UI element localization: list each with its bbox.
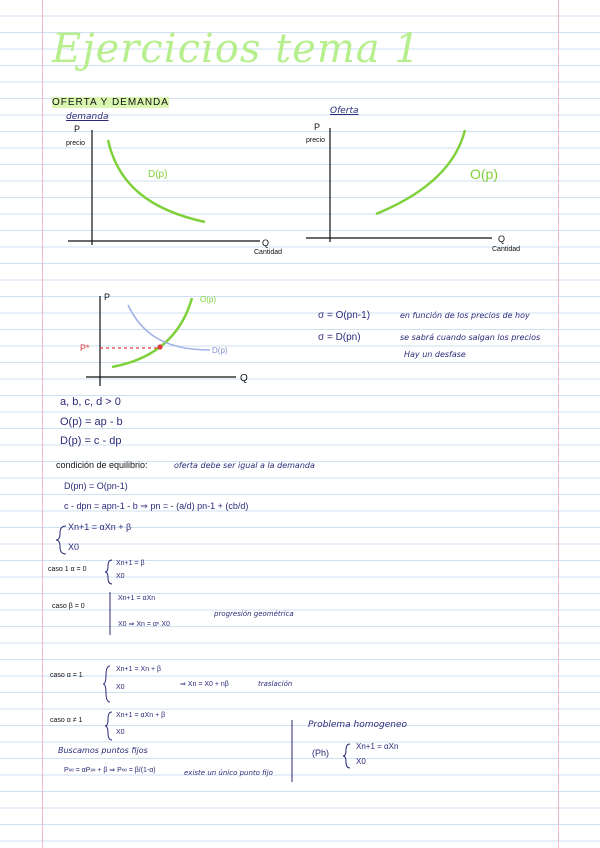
params-positive: a, b, c, d > 0 bbox=[60, 396, 121, 408]
eq-supply-label: O(p) bbox=[200, 295, 216, 304]
section-heading: OFERTA Y DEMANDA bbox=[52, 97, 169, 108]
condicion-text: oferta debe ser igual a la demanda bbox=[174, 461, 315, 470]
caso1-line-1: Xn+1 = β bbox=[116, 560, 145, 567]
casoane1-brace bbox=[105, 712, 112, 740]
page-title: Ejercicios tema 1 bbox=[52, 26, 421, 72]
demand-graph bbox=[68, 130, 260, 245]
supply-y-axis-label: P bbox=[314, 122, 321, 132]
demand-graph-label: demanda bbox=[66, 112, 109, 122]
demand-curve bbox=[108, 140, 205, 222]
supply-curve-label: O(p) bbox=[470, 166, 498, 182]
caso1-brace bbox=[105, 560, 112, 584]
casob-label: caso β = 0 bbox=[52, 603, 85, 610]
params-demand-fn: D(p) = c - dp bbox=[60, 435, 122, 447]
casoane1-line-2: X0 bbox=[116, 729, 125, 736]
note-precios-hoy: en función de los precios de hoy bbox=[400, 311, 530, 320]
eq-demand-curve bbox=[128, 305, 210, 350]
casoa1-brace bbox=[103, 666, 110, 702]
demand-x-axis-label: Q bbox=[262, 238, 270, 248]
note-desfase: Hay un desfase bbox=[404, 350, 466, 359]
casob-note: progresión geométrica bbox=[214, 610, 294, 618]
params-supply-fn: O(p) = ap - b bbox=[60, 416, 123, 428]
note-salgan-precios: se sabrá cuando salgan los precios bbox=[400, 333, 541, 342]
homogeneo-ph: (Ph) bbox=[312, 748, 330, 758]
caso1-line-2: X0 bbox=[116, 573, 125, 580]
eq-point bbox=[157, 344, 162, 349]
casoa1-line-1: Xn+1 = Xn + β bbox=[116, 666, 162, 673]
eq-line-2: c - dpn = apn-1 - b ⇒ pn = - (a/d) pn-1 + (cb/d) bbox=[64, 501, 249, 511]
supply-graph bbox=[306, 128, 492, 242]
eq-line-1: D(pn) = O(pn-1) bbox=[64, 481, 128, 491]
casob-line-2: X0 ⇒ Xn = αⁿ X0 bbox=[118, 621, 170, 628]
casoa1-result: ⇒ Xn = X0 + nβ bbox=[180, 681, 229, 688]
demand-y-sub-label: precio bbox=[66, 140, 86, 147]
homogeneo-brace bbox=[343, 744, 350, 768]
system-line-2: X0 bbox=[68, 542, 80, 552]
supply-curve bbox=[376, 130, 465, 214]
casoane1-line-1: Xn+1 = αXn + β bbox=[116, 712, 166, 719]
supply-x-axis-label: Q bbox=[498, 234, 506, 244]
caso1-label: caso 1 α = 0 bbox=[48, 566, 87, 573]
eq-supply-curve bbox=[112, 298, 192, 367]
fijos-note: existe un único punto fijo bbox=[184, 769, 273, 777]
eq-price-label: P* bbox=[80, 343, 90, 353]
supply-y-sub-label: precio bbox=[306, 137, 326, 144]
equilibrium-graph bbox=[86, 296, 236, 386]
demand-curve-label: D(p) bbox=[148, 169, 168, 180]
system-line-1: Xn+1 = αXn + β bbox=[68, 522, 132, 532]
homogeneo-line-2: X0 bbox=[356, 757, 366, 766]
casoa1-note: traslación bbox=[258, 680, 293, 688]
demand-y-axis-label: P bbox=[74, 124, 81, 134]
fijos-label: Buscamos puntos fijos bbox=[58, 746, 148, 755]
casob-line-1: Xn+1 = αXn bbox=[118, 595, 156, 602]
supply-graph-label: Oferta bbox=[330, 106, 359, 116]
system-brace bbox=[56, 526, 66, 554]
casoa1-line-2: X0 bbox=[116, 684, 125, 691]
homogeneo-line-1: Xn+1 = αXn bbox=[356, 742, 399, 751]
condicion-label: condición de equilibrio: bbox=[56, 460, 148, 470]
demand-x-sub-label: Cantidad bbox=[254, 249, 283, 256]
eq-demand-label: D(p) bbox=[212, 346, 228, 355]
supply-x-sub-label: Cantidad bbox=[492, 246, 521, 253]
casoane1-label: caso α ≠ 1 bbox=[50, 717, 83, 724]
casoa1-label: caso α = 1 bbox=[50, 672, 83, 679]
eq-x-axis-label: Q bbox=[240, 373, 248, 384]
homogeneo-label: Problema homogeneo bbox=[308, 720, 408, 730]
note-sigma-o: σ = O(pn-1) bbox=[318, 310, 371, 321]
eq-y-axis-label: P bbox=[104, 292, 111, 302]
fijos-equation: P∞ = αP∞ + β ⇒ P∞ = β/(1-α) bbox=[64, 767, 156, 774]
note-sigma-d: σ = D(pn) bbox=[318, 332, 361, 343]
